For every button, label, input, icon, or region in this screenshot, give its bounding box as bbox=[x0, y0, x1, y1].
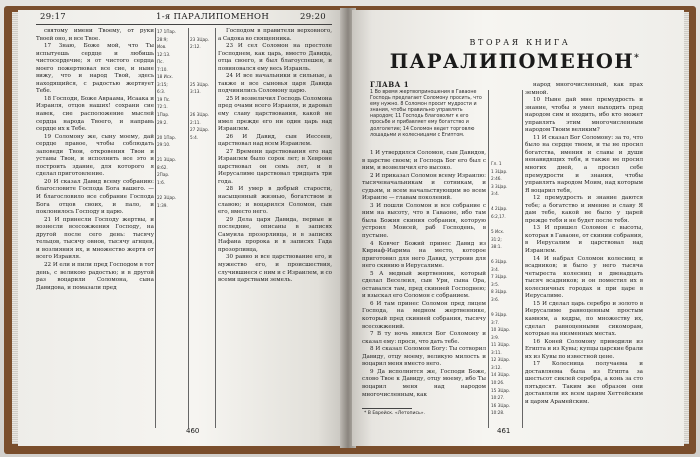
verse-paragraph: 30 равно и все царствование его, и мужество его, и происшествия, случившиеся с ним и с Израилем, и со всеми царствами земель. bbox=[218, 254, 332, 284]
left-page-number: 460 bbox=[186, 427, 200, 435]
cross-reference: Иов. bbox=[157, 44, 167, 50]
cross-reference: 1:39. bbox=[157, 202, 168, 208]
verse-paragraph: 7 В ту ночь явился Бог Соломону и сказал ему: проси, что дать тебе. bbox=[362, 331, 486, 345]
left-column-2 bbox=[218, 28, 332, 432]
cross-reference bbox=[190, 73, 214, 81]
cross-reference bbox=[157, 149, 187, 157]
verse-paragraph: народ многочисленный, как прах земной. bbox=[525, 82, 643, 96]
cross-reference: 19 Пс. bbox=[157, 96, 171, 102]
book-kicker: ВТОРАЯ КНИГА bbox=[469, 38, 571, 47]
right-ref-divider bbox=[522, 90, 523, 428]
left-header-rule bbox=[36, 24, 332, 25]
cross-reference: Пс. bbox=[157, 59, 164, 65]
cross-reference: 3:4. bbox=[491, 266, 500, 272]
verse-paragraph: 13 И пришел Соломон с высоты, которая в Гаваоне, от скинии собрания, в Иерусалим и царствовал над Израилем. bbox=[525, 225, 643, 255]
verse-paragraph: 23 И сел Соломон на престоле Господнем, как царь, вместо Давида, отца своего, и был благоуспешен, и повиновался ему весь Израиль. bbox=[218, 43, 332, 72]
cross-reference: 1 3Цар. bbox=[491, 168, 508, 174]
cross-reference: 3:7. bbox=[491, 319, 500, 325]
cross-reference: 20 1Пар. bbox=[157, 134, 177, 140]
left-cross-references-1 bbox=[157, 28, 187, 209]
cross-reference bbox=[157, 126, 187, 134]
verse-paragraph: 19 Соломону же, сыну моему, дай сердце правое, чтобы соблюдать заповеди Твои, откровения Твои и уставы Твои, и исполнить все это и построить здание, для которого я сделал приготовление. bbox=[36, 133, 154, 178]
right-page-number: 461 bbox=[497, 427, 511, 435]
cross-reference: 10:27. bbox=[491, 395, 505, 401]
cross-reference bbox=[491, 198, 521, 206]
verse-paragraph: 18 Господи, Боже Авраама, Исаака и Израиля, отцов наших! сохрани сие навек, сие расположение мыслей сердца народа Твоего, и направь сердце их к Тебе. bbox=[36, 95, 154, 133]
cross-reference: 6:2,17. bbox=[491, 213, 506, 219]
cross-reference: 18 Исх. bbox=[157, 74, 173, 80]
right-column-1 bbox=[362, 150, 486, 405]
cross-reference: 29:2. bbox=[157, 119, 168, 125]
cross-reference bbox=[491, 153, 521, 161]
verse-paragraph: Господом в правители верховного, а Садока во священника. bbox=[218, 28, 332, 42]
cross-reference: 27 2Цар. bbox=[190, 127, 210, 133]
cross-reference: 12:13. bbox=[157, 51, 171, 57]
verse-paragraph: 6 И там принес Соломон пред лицем Господа, на медном жертвеннике, который пред скинией собрания, тысячу всесожжений. bbox=[362, 300, 486, 330]
title-footnote-marker: * bbox=[634, 53, 641, 64]
cross-reference bbox=[157, 186, 187, 194]
right-column-divider bbox=[488, 90, 489, 428]
cross-reference bbox=[491, 303, 521, 311]
verse-paragraph: 1 И утвердился Соломон, сын Давидов, в царстве своем; и Господь Бог его был с ним, и возвеличил его высоко. bbox=[362, 150, 486, 172]
book-title bbox=[370, 50, 660, 73]
verse-paragraph: 15 И сделал царь серебро и золото в Иерусалиме равноценным простым камням, а кедры, по множеству их, сделал равноценными сикоморам, которые на низменных местах. bbox=[525, 300, 643, 338]
cross-reference: 7:10. bbox=[157, 66, 168, 72]
cross-reference: 2:12. bbox=[190, 44, 201, 50]
verse-paragraph: 29 Дела царя Давида, первые и последние, описаны в записях Самуила прозорливца, и в записях Нафана пророка и в записях Гада прозорливца, bbox=[218, 216, 332, 253]
verse-paragraph: 24 И все начальники и сильные, а также и все сыновья царя Давида подчинились Соломону царю. bbox=[218, 73, 332, 95]
cross-reference: 8 3Цар. bbox=[491, 289, 508, 295]
cross-reference: 17 1Пар. bbox=[157, 29, 177, 34]
cross-reference bbox=[190, 66, 214, 74]
cross-reference bbox=[190, 28, 214, 36]
cross-reference: 2:46. bbox=[491, 176, 502, 182]
left-ref-divider-1 bbox=[188, 28, 189, 428]
cross-reference: 15 3Цар. bbox=[491, 387, 511, 393]
cross-reference: 2Пар. bbox=[157, 172, 170, 178]
chapter-label: ГЛАВА 1 bbox=[370, 80, 410, 89]
cross-reference: 5:4. bbox=[190, 134, 199, 140]
verse-paragraph: 8 И сказал Соломон Богу: Ты сотворил Давиду, отцу моему, великую милость и воцарил меня вместо него. bbox=[362, 346, 486, 368]
verse-paragraph: 16 Коней Соломону приводили из Египта и из Кувы; купцы царские брали их из Кувы по известной цене. bbox=[525, 338, 643, 360]
cross-reference: 21 3Цар. bbox=[157, 157, 177, 163]
cross-reference: 38:1. bbox=[491, 244, 502, 250]
verse-paragraph: 3 И пошли Соломон и все собрание с ним на высоту, что в Гаваоне, ибо там была Божия скиния собрания, которую устроил Моисей, раб Господень, в пустыне. bbox=[362, 202, 486, 240]
left-running-title: 1-я ПАРАЛИПОМЕНОН bbox=[156, 12, 270, 22]
verse-paragraph: святому имени Твоему, от руки Твоей оно, и все Твое. bbox=[36, 28, 154, 42]
verse-paragraph: 4 Ковчег Божий принес Давид из Кириаф-Иарима на место, которое приготовил для него Давид, устроив для него скинию в Иерусалиме. bbox=[362, 240, 486, 270]
cross-reference: 1:6. bbox=[157, 179, 166, 185]
verse-paragraph: 22 И ели и пили пред Господом в тот день, с великою радостью; и в другой раз воцарили Соломона, сына Давидова, и помазали пред bbox=[36, 261, 154, 291]
verse-paragraph: 17 Знаю, Боже мой, что Ты испытуешь сердце и любишь чистосердечие; я от чистого сердца моего пожертвовал все сие, и ныне вижу, что и народ Твой, здесь находящийся, с радостью жертвует Тебе. bbox=[36, 43, 154, 95]
cross-reference bbox=[491, 145, 521, 153]
left-verse-start: 29:17 bbox=[40, 12, 66, 22]
chapter-summary: 1 Во время жертвоприношения в Гаваоне Господь предлагает Соломону просить, что ему нужно. 8 Соломон просит мудрости и знания, чтобы правильно управлять народом; 11 Господь благоволит к его просьбе и прибавляет ему богатство и долголетие; 14 Соломон ведет торговлю лошадьми и колесницами с Египтом. bbox=[370, 90, 482, 138]
left-ref-divider-2 bbox=[215, 28, 216, 428]
verse-paragraph: 27 Времени царствования его над Израилем было сорок лет; в Хевроне царствовал он семь лет, и в Иерусалиме царствовал тридцать три года. bbox=[218, 148, 332, 185]
cross-reference: 9 3Цар. bbox=[491, 312, 508, 318]
cross-reference: 5 Исх. bbox=[491, 229, 505, 235]
cross-reference: 7 3Цар. bbox=[491, 274, 508, 280]
cross-reference: 10:28. bbox=[491, 410, 505, 416]
cross-reference: 10 3Цар. bbox=[491, 327, 511, 333]
cross-reference: 6:3. bbox=[157, 89, 166, 95]
book-title-text: ПАРАЛИПОМЕНОН bbox=[389, 50, 635, 73]
cross-reference: 4 2Цар. bbox=[491, 206, 508, 212]
right-column-2 bbox=[525, 82, 643, 427]
cross-reference: 6 3Цар. bbox=[491, 259, 508, 265]
verse-paragraph: 2 И приказал Соломон всему Израилю: тысяченачальникам и сотникам, и судьям, и всем начальствующим во всем Израиле — главам поколений. bbox=[362, 172, 486, 202]
verse-paragraph: 10 Ныне дай мне премудрость и знание, чтобы я умел выходить пред народом сим и входить, ибо кто может управлять этим многочисленным народом Твоим великим? bbox=[525, 97, 643, 134]
cross-reference bbox=[190, 58, 214, 66]
cross-reference: 2:11. bbox=[190, 119, 201, 125]
left-column-divider bbox=[155, 28, 156, 428]
cross-reference: 23 3Цар. bbox=[190, 36, 210, 42]
cross-reference: 3:6. bbox=[491, 296, 500, 302]
cross-reference: 11 3Цар. bbox=[491, 342, 511, 348]
cross-reference: 3:15; bbox=[157, 81, 168, 87]
cross-reference: 3:13. bbox=[190, 89, 201, 95]
verse-paragraph: 25 И возвеличил Господь Соломона пред очами всего Израиля, и даровал ему славу царствования, какой не имел прежде его ни один царь над Израилем. bbox=[218, 95, 332, 133]
cross-reference: 3:9. bbox=[491, 334, 500, 340]
cross-reference bbox=[190, 51, 214, 59]
cross-reference: 3:4. bbox=[491, 191, 500, 197]
footnote-rule bbox=[362, 408, 412, 409]
cross-reference bbox=[491, 251, 521, 259]
left-column-1 bbox=[36, 28, 154, 432]
verse-paragraph: 5 А медный жертвенник, который сделал Веселеил, сын Ури, сына Ора, оставался там, пред скинией Господнею; и взыскал его Соломон с собранием. bbox=[362, 270, 486, 300]
left-cross-references-2 bbox=[190, 28, 214, 141]
verse-paragraph: 28 И умер в добрый старости, насыщенный жизнью, богатством и славою; и воцарился Соломон, сын его, вместо него. bbox=[218, 186, 332, 216]
cross-reference: 12 3Цар. bbox=[491, 357, 511, 363]
verse-paragraph: 20 И сказал Давид всему собранию: благословите Господа Бога вашего. — И благословило все собрание Господа Бога отцов своих, и пало, и поклонилось Господу и царю. bbox=[36, 178, 154, 216]
cross-reference: 26 3Цар. bbox=[190, 112, 210, 118]
verse-paragraph: 17 Колесница получаема и доставляема была из Египта за шестьсот сиклей серебра, а конь за сто пятьдесят. Таким же образом они доставляли их всем царям Хеттейским и царям Арамейским. bbox=[525, 361, 643, 405]
cross-reference bbox=[491, 220, 521, 228]
left-verse-end: 29:20 bbox=[300, 12, 326, 22]
cross-reference: 22 3Цар. bbox=[157, 195, 177, 201]
cross-reference bbox=[190, 96, 214, 104]
cross-reference: 28:9; bbox=[157, 36, 168, 42]
verse-paragraph: 11 И сказал Бог Соломону: за то, что было на сердце твоем, и ты не просил богатства, имения и славы и души ненавидящих тебя, и также не просил многих дней, а просил себе премудрости и знания, чтобы управлять народом Моим, над которым Я воцарил тебя, bbox=[525, 134, 643, 194]
cross-reference: 3:11. bbox=[491, 349, 502, 355]
verse-paragraph: 12 премудрость и знание даются тебе; а богатство и имение и славу Я дам тебе, какой не было у царей прежде тебя и не будет после тебя. bbox=[525, 195, 643, 224]
cross-reference: 1Пар. bbox=[157, 112, 170, 118]
verse-paragraph: 26 И Давид, сын Иессеев, царствовал над всем Израилем. bbox=[218, 133, 332, 148]
right-cross-references bbox=[491, 145, 521, 417]
cross-reference: 25 3Цар. bbox=[190, 81, 210, 87]
cross-reference: 31:2; bbox=[491, 236, 502, 242]
cross-reference: 3 3Цар. bbox=[491, 183, 508, 189]
verse-paragraph: 21 И принесли Господу жертвы, и вознесли всесожжения Господу, на другой после сего день: тысячу тельцов, тысячу овнов, тысячу агнцев, и возлияния их, и множество жертв от всего Израиля. bbox=[36, 216, 154, 261]
verse-paragraph: 9 Да исполнится же, Господи Боже, слово Твое к Давиду, отцу моему, ибо Ты воцарил меня над народом многочисленным, как bbox=[362, 368, 486, 398]
cross-reference: 10:26. bbox=[491, 379, 505, 385]
cross-reference bbox=[190, 103, 214, 111]
cross-reference: Гл. 1 bbox=[491, 161, 502, 167]
footnote: * В Еврейск. «Летопись». bbox=[364, 411, 425, 416]
cross-reference: 16 3Цар. bbox=[491, 402, 511, 408]
verse-paragraph: 14 И набрал Соломон колесниц и всадников; и было у него тысяча четыреста колесниц и двенадцать тысяч всадников; и он поместил их в колесничных городах и при царе в Иерусалиме. bbox=[525, 255, 643, 300]
cross-reference: 3:12. bbox=[491, 364, 502, 370]
cross-reference: 8:62. bbox=[157, 164, 168, 170]
cross-reference: 72:1. bbox=[157, 104, 168, 110]
cross-reference: 3:5. bbox=[491, 281, 500, 287]
cross-reference: 14 3Цар. bbox=[491, 372, 511, 378]
cross-reference: 29:10. bbox=[157, 142, 171, 148]
